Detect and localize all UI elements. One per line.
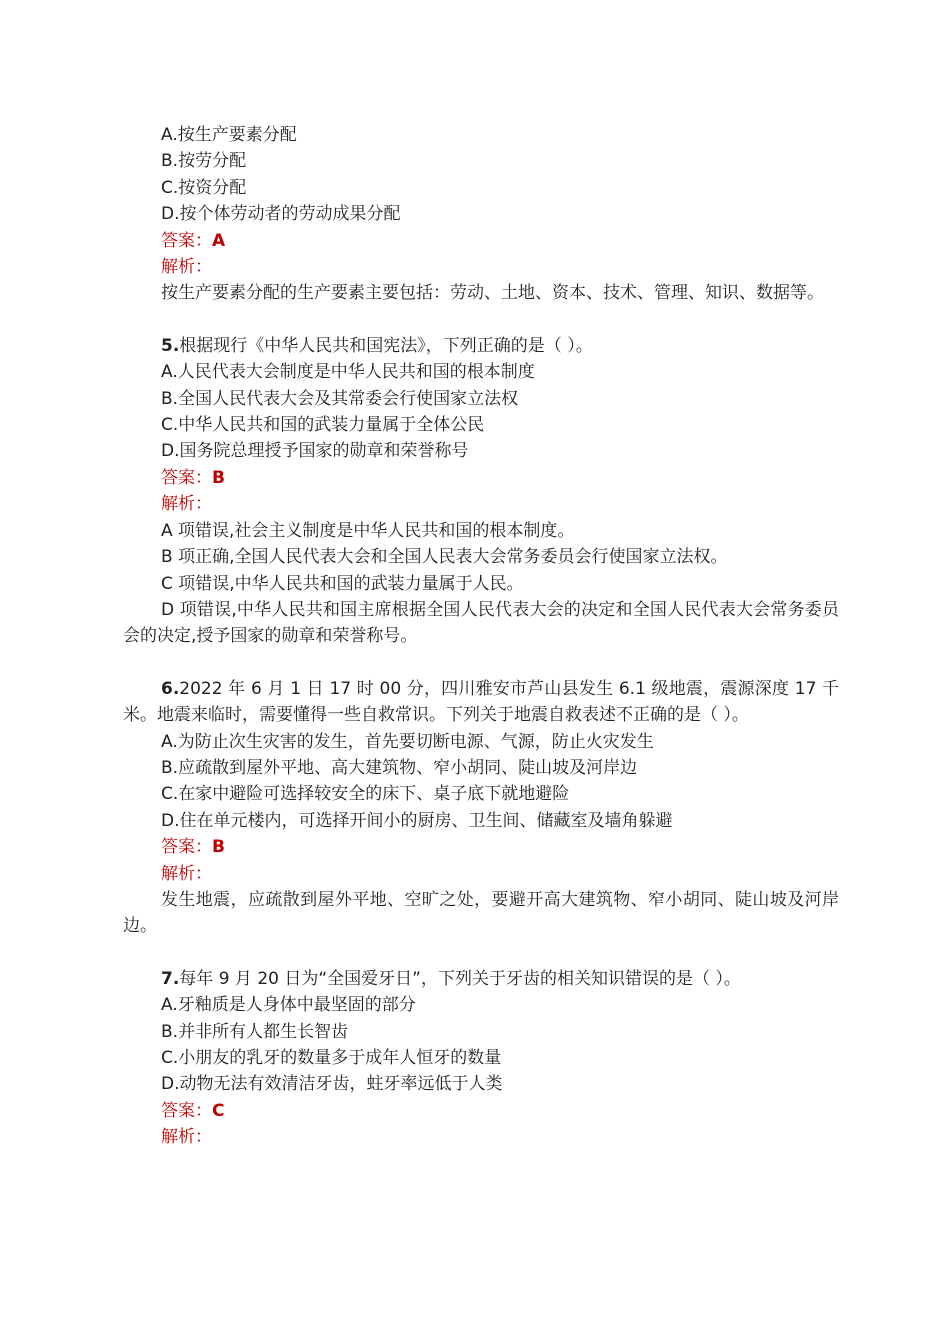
- option-d: D.国务院总理授予国家的勋章和荣誉称号: [161, 441, 469, 462]
- analysis-text: 发生地震，应疏散到屋外平地、空旷之处，要避开高大建筑物、窄小胡同、陡山坡及河岸边。: [123, 889, 839, 937]
- answer-value: B: [212, 837, 225, 858]
- option-a: A.牙釉质是人身体中最坚固的部分: [161, 995, 416, 1016]
- question-4: [123, 122, 839, 307]
- answer-label: 答案：: [161, 467, 212, 488]
- option-d: D.住在单元楼内，可选择开间小的厨房、卫生间、储藏室及墙角躲避: [161, 810, 673, 831]
- question-text: 根据现行《中华人民共和国宪法》，下列正确的是（ ）。: [179, 335, 593, 356]
- answer-value: C: [212, 1100, 225, 1121]
- question-stem: [123, 966, 839, 992]
- analysis-text: C 项错误,中华人民共和国的武装力量属于人民。: [161, 573, 524, 594]
- answer-line: [123, 228, 839, 254]
- option-c: C.在家中避险可选择较安全的床下、桌子底下就地避险: [161, 784, 570, 805]
- question-6: [123, 676, 839, 940]
- analysis-text: D 项错误,中华人民共和国主席根据全国人民代表大会的决定和全国人民代表大会常务委员会的决定,授予国家的勋章和荣誉称号。: [123, 599, 839, 647]
- question-text: 每年 9 月 20 日为“全国爱牙日”，下列关于牙齿的相关知识错误的是（ ）。: [179, 968, 741, 989]
- answer-value: A: [212, 230, 226, 251]
- document-page: [123, 122, 839, 1151]
- question-number: 5.: [161, 335, 180, 356]
- answer-line: [123, 1098, 839, 1124]
- option-b: B.全国人民代表大会及其常委会行使国家立法权: [161, 388, 519, 409]
- option-d: D.按个体劳动者的劳动成果分配: [161, 204, 401, 225]
- option-a: A.人民代表大会制度是中华人民共和国的根本制度: [161, 362, 535, 383]
- question-number: 6.: [161, 678, 180, 699]
- question-text: 2022 年 6 月 1 日 17 时 00 分，四川雅安市芦山县发生 6.1 级地震，震源深度 17 千米。地震来临时，需要懂得一些自救常识。下列关于地震自救表述不正确的是（ ）。: [123, 678, 839, 726]
- option-a: A.按生产要素分配: [161, 125, 297, 145]
- option-c: C.中华人民共和国的武装力量属于全体公民: [161, 415, 485, 436]
- analysis-text: A 项错误,社会主义制度是中华人民共和国的根本制度。: [161, 520, 575, 541]
- option-b: B.并非所有人都生长智齿: [161, 1021, 349, 1042]
- option-d: D.动物无法有效清洁牙齿，蛀牙率远低于人类: [161, 1074, 503, 1095]
- question-stem: [123, 676, 839, 729]
- option-b: B.按劳分配: [161, 151, 247, 172]
- analysis-label: 解析：: [161, 494, 212, 515]
- answer-label: 答案：: [161, 837, 212, 858]
- answer-label: 答案：: [161, 1100, 212, 1121]
- option-a: A.为防止次生灾害的发生，首先要切断电源、气源，防止火灾发生: [161, 731, 654, 752]
- answer-line: [123, 834, 839, 860]
- question-5: [123, 333, 839, 650]
- answer-line: [123, 465, 839, 491]
- analysis-label: 解析：: [161, 1127, 212, 1148]
- question-number: 7.: [161, 968, 180, 989]
- option-c: C.按资分配: [161, 177, 247, 198]
- analysis-text: 按生产要素分配的生产要素主要包括：劳动、土地、资本、技术、管理、知识、数据等。: [161, 283, 824, 304]
- answer-value: B: [212, 467, 225, 488]
- analysis-label: 解析：: [161, 863, 212, 884]
- analysis-text: B 项正确,全国人民代表大会和全国人民表大会常务委员会行使国家立法权。: [161, 547, 728, 568]
- option-b: B.应疏散到屋外平地、高大建筑物、窄小胡同、陡山坡及河岸边: [161, 757, 638, 778]
- question-7: [123, 966, 839, 1151]
- analysis-label: 解析：: [161, 257, 212, 278]
- option-c: C.小朋友的乳牙的数量多于成年人恒牙的数量: [161, 1048, 502, 1068]
- answer-label: 答案：: [161, 230, 212, 251]
- question-stem: [123, 333, 839, 359]
